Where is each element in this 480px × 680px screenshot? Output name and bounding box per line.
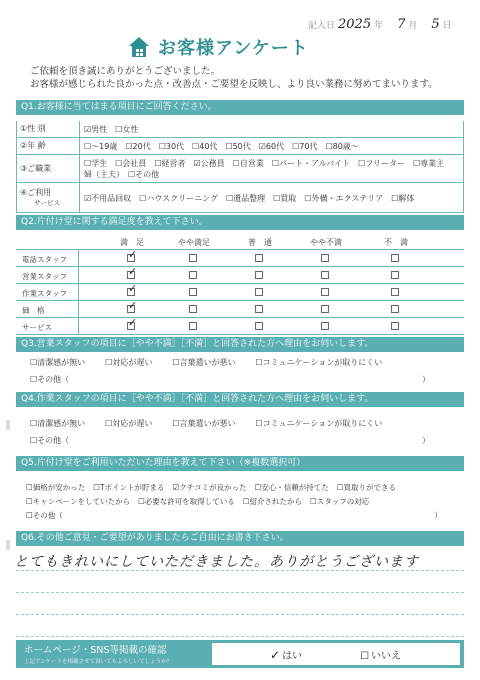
q2-rating-checkbox[interactable]: [189, 271, 197, 279]
q5-options: [26, 481, 456, 523]
date-day-label: 日: [442, 20, 452, 31]
q2-heading: Q2.片付け堂に関する満足度を教えて下さい。: [16, 215, 464, 230]
check-icon: ✓: [128, 282, 138, 295]
q3-heading: Q3.営業スタッフの項目に［やや不満］［不満］と回答された方へ理由をお伺いします。: [16, 337, 464, 352]
q2-rating-row: [16, 300, 464, 317]
check-icon: ✓: [270, 647, 281, 662]
check-icon: ✓: [128, 316, 138, 329]
q4-heading: Q4.作業スタッフの項目に［やや不満］［不満］と回答された方へ理由をお伺いします。: [16, 392, 464, 407]
q2-rating-row: [16, 266, 464, 283]
q2-rating-checkbox[interactable]: [321, 271, 329, 279]
q2-rating-checkbox[interactable]: [255, 271, 263, 279]
check-icon: ✓: [128, 299, 138, 312]
q2-rating-checkbox[interactable]: [321, 305, 329, 313]
q1-row-occupation: [16, 155, 464, 183]
date-year: 2025: [338, 16, 372, 32]
q2-col-somewhat-dissatisfied: やや不満: [310, 238, 342, 247]
q1-row-service: [16, 183, 464, 213]
q4-other-line[interactable]: ☐その他（ ）: [30, 436, 430, 445]
q2-rating-checkbox[interactable]: [321, 254, 329, 262]
publish-consent-title: ホームページ・SNS等掲載の確認: [24, 645, 167, 656]
q2-rating-checkbox[interactable]: [189, 254, 197, 262]
check-icon: ✓: [128, 248, 138, 261]
intro-line-2: お客様が感じられた良かった点・改善点・ご要望を反映し、より良い業務に努めてまいります。: [30, 79, 438, 90]
q5-options-line-1[interactable]: ☐価格が安かった ☐Tポイントが貯まる ☑クチコミが良かった ☐安心・信頼が持てた ☐買取りができる: [26, 483, 396, 492]
house-icon: [128, 36, 150, 58]
q2-row-label: サービス: [22, 323, 52, 332]
q2-col-dissatisfied: 不 満: [384, 238, 408, 247]
q2-rating-checkbox[interactable]: [255, 305, 263, 313]
q2-rating-checkbox[interactable]: [255, 322, 263, 330]
q2-rating-checkbox[interactable]: [321, 322, 329, 330]
q1-row-age: [16, 138, 464, 155]
q1-label-age: ②年 齢: [20, 141, 46, 150]
publish-consent-options: [212, 643, 460, 665]
q2-row-label: 作業スタッフ: [22, 289, 67, 298]
q6-handwritten-answer: とてもきれいにしていただきました。ありがとうございます: [14, 554, 419, 570]
q3-other-line[interactable]: ☐その他（ ）: [30, 375, 430, 384]
date-month-label: 月: [408, 20, 418, 31]
consent-no-option[interactable]: ☐ いいえ: [360, 650, 402, 662]
q2-rating-checkbox[interactable]: [255, 254, 263, 262]
q1-label-service: ④ご利用 サービス: [20, 188, 60, 207]
q2-rating-row: [16, 317, 464, 334]
q2-col-neutral: 普 通: [248, 238, 272, 247]
q2-rating-checkbox[interactable]: [189, 305, 197, 313]
publish-consent-bar: [16, 640, 464, 668]
q1-options-occupation[interactable]: ☐学生 ☐会社員 ☐経営者 ☑公務員 ☐自営業 ☐パート・アルバイト ☐フリーター ☐専業主婦（主夫） ☐その他: [84, 158, 445, 179]
date-year-label: 年: [374, 20, 384, 31]
q5-heading: Q5.片付け堂をご利用いただいた理由を教えて下さい（※複数選択可）: [16, 456, 464, 471]
q2-rating-row: [16, 283, 464, 300]
q2-rating-checkbox[interactable]: [189, 322, 197, 330]
q2-col-satisfied: 満 足: [120, 238, 144, 247]
q2-rating-checkbox[interactable]: [321, 288, 329, 296]
q2-rating-checkbox[interactable]: [391, 305, 399, 313]
q2-column-headers: [16, 235, 464, 249]
q4-options-line-1[interactable]: ☐清潔感が無い ☐対応が遅い ☐言葉遣いが悪い ☐コミュニケーションが取りにくい: [30, 419, 383, 428]
q1-label-gender: ①性 別: [20, 124, 46, 133]
q2-rating-checkbox[interactable]: [391, 254, 399, 262]
q2-rating-checkbox[interactable]: [391, 288, 399, 296]
q2-row-label: 価 格: [22, 306, 45, 315]
date-prefix: 記入日: [308, 20, 336, 31]
q2-rating-checkbox[interactable]: [391, 322, 399, 330]
publish-consent-note: 上記アンケートを掲載させて頂いてもよろしいでしょうか？: [24, 659, 173, 665]
q2-rating-checkbox[interactable]: [391, 271, 399, 279]
page-title: お客様アンケート: [158, 38, 309, 59]
q2-row-label: 電話スタッフ: [22, 255, 67, 264]
q1-options-gender[interactable]: ☑男性 ☐女性: [84, 124, 139, 134]
q1-options-age[interactable]: ☐～19歳 ☐20代 ☐30代 ☐40代 ☐50代 ☑60代 ☐70代 ☐80歳～: [84, 141, 359, 151]
q1-options-service[interactable]: ☑不用品回収 ☐ハウスクリーニング ☐遺品整理 ☐買取 ☐外構・エクステリア ☐解体: [84, 193, 415, 203]
q1-label-occupation: ③ご職業: [20, 163, 52, 173]
date-month: 7: [397, 16, 406, 32]
checkbox-icon: ☐: [360, 650, 370, 662]
q2-col-somewhat-satisfied: やや満足: [178, 238, 210, 247]
q2-rating-checkbox[interactable]: [189, 288, 197, 296]
title-row: [128, 34, 309, 60]
intro-line-1: ご依頼を頂き誠にありがとうございました。: [30, 66, 221, 77]
q6-heading: Q6.その他ご意見・ご要望がありましたらご自由にお書き下さい。: [16, 531, 464, 546]
edge-mark: [6, 540, 10, 550]
q5-options-line-2[interactable]: ☐キャンペーンをしていたから ☐必要な許可を取得している ☐紹介されたから ☐スタッフの対応: [26, 497, 370, 506]
date-day: 5: [431, 16, 440, 32]
q2-row-label: 営業スタッフ: [22, 272, 67, 281]
q2-rating-checkbox[interactable]: [255, 288, 263, 296]
check-icon: ✓: [128, 265, 138, 278]
edge-mark: [6, 420, 10, 430]
date-row: [308, 16, 452, 32]
q3-options-line-1[interactable]: ☐清潔感が無い ☐対応が遅い ☐言葉遣いが悪い ☐コミュニケーションが取りにくい: [30, 358, 383, 367]
q1-heading: Q1.お客様に当てはまる項目にご回答ください。: [16, 100, 464, 115]
consent-yes-option[interactable]: ✓ はい: [270, 647, 303, 662]
q1-row-gender: [16, 121, 464, 138]
intro-text: [30, 65, 470, 91]
q2-rating-row: [16, 249, 464, 266]
q5-other-line[interactable]: ☐その他（ ）: [26, 511, 442, 520]
